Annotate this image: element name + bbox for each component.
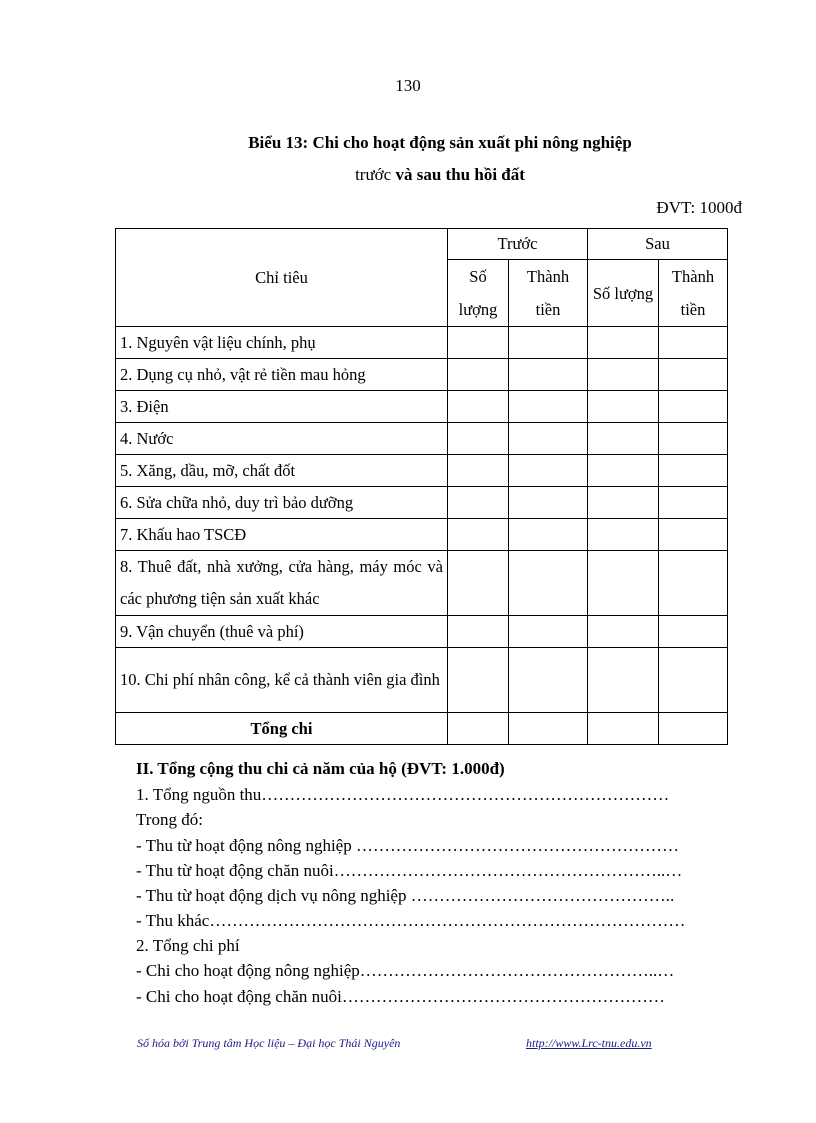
row-label: 6. Sửa chữa nhỏ, duy trì bảo dưỡng [116,487,448,519]
footer-link[interactable]: http://www.Lrc-tnu.edu.vn [526,1036,652,1050]
cell [509,648,588,713]
row-label: 5. Xăng, dầu, mỡ, chất đốt [116,455,448,487]
cell [659,327,728,359]
cell [448,359,509,391]
subtitle-plain: trước [355,165,392,184]
header-after-amount: Thành tiền [659,260,728,327]
table-row [116,327,728,359]
cell [659,616,728,648]
cell [659,455,728,487]
section-line: Trong đó: [136,810,203,829]
table-row [116,616,728,648]
cell [448,423,509,455]
header-before-amount: Thành tiền [509,260,588,327]
header-before-quantity: Số lượng [448,260,509,327]
row-label: 7. Khấu hao TSCĐ [116,519,448,551]
table-row [116,487,728,519]
cell [588,487,659,519]
table-row [116,519,728,551]
cell [448,487,509,519]
cell [509,391,588,423]
cell [509,455,588,487]
cell [448,648,509,713]
table-title: Biểu 13: Chi cho hoạt động sản xuất phi nông nghiệp [248,133,632,152]
section-line: - Thu từ hoạt động chăn nuôi…………………………………………………..… [136,861,683,880]
table-subtitle [0,165,816,185]
cell [509,423,588,455]
table-row [116,359,728,391]
cell [588,519,659,551]
cell [588,616,659,648]
header-before: Trước [448,229,588,260]
table-row [116,423,728,455]
row-label: 1. Nguyên vật liệu chính, phụ [116,327,448,359]
total-label: Tổng chi [116,713,448,745]
section-title: II. Tổng cộng thu chi cả năm của hộ (ĐVT: 1.000đ) [136,759,505,778]
cell [588,391,659,423]
total-row [116,713,728,745]
cell [659,713,728,745]
cell [659,423,728,455]
cell [509,487,588,519]
cell [509,327,588,359]
cell [448,455,509,487]
table-row [116,551,728,616]
cell [659,648,728,713]
cell [509,713,588,745]
section-line: - Chi cho hoạt động chăn nuôi………………………………………………… [136,987,665,1006]
row-label: 3. Điện [116,391,448,423]
cell [659,487,728,519]
cell [448,327,509,359]
row-label: 10. Chi phí nhân công, kể cả thành viên gia đình [116,648,448,713]
table-row [116,648,728,713]
cell [509,359,588,391]
cell [448,713,509,745]
subtitle-bold: và sau thu hồi đất [391,165,525,184]
section-line: - Thu từ hoạt động dịch vụ nông nghiệp ……………………………………….. [136,886,675,905]
header-after: Sau [588,229,728,260]
cell [659,551,728,616]
section-line: 1. Tổng nguồn thu……………………………………………………………… [136,785,670,804]
cell [588,423,659,455]
cell [509,616,588,648]
row-label: 8. Thuê đất, nhà xưởng, cửa hàng, máy móc và các phương tiện sản xuất khác [116,551,448,616]
cell [509,519,588,551]
table-row [116,391,728,423]
section-line: - Thu khác………………………………………………………………………… [136,911,686,930]
section-line: - Chi cho hoạt động nông nghiệp……………………………………………..… [136,961,675,980]
cell [588,455,659,487]
row-label: 9. Vận chuyển (thuê và phí) [116,616,448,648]
table-row [116,455,728,487]
cell [659,391,728,423]
header-indicator: Chỉ tiêu [116,229,448,327]
unit-label: ĐVT: 1000đ [656,198,742,217]
cell [588,359,659,391]
cell [659,519,728,551]
cell [448,391,509,423]
cell [448,616,509,648]
cell [659,359,728,391]
cell [588,551,659,616]
cell [448,551,509,616]
section-line: 2. Tổng chi phí [136,936,240,955]
footer-credit: Số hóa bởi Trung tâm Học liệu – Đại học Thái Nguyên [137,1036,401,1050]
cell [588,327,659,359]
page-number: 130 [395,76,421,95]
cell [588,713,659,745]
header-row-groups [116,229,728,260]
section-line: - Thu từ hoạt động nông nghiệp ………………………………………………… [136,836,679,855]
row-label: 2. Dụng cụ nhỏ, vật rẻ tiền mau hỏng [116,359,448,391]
cell [509,551,588,616]
row-label: 4. Nước [116,423,448,455]
cost-table [115,228,728,745]
cell [588,648,659,713]
cell [448,519,509,551]
header-after-quantity: Số lượng [588,260,659,327]
